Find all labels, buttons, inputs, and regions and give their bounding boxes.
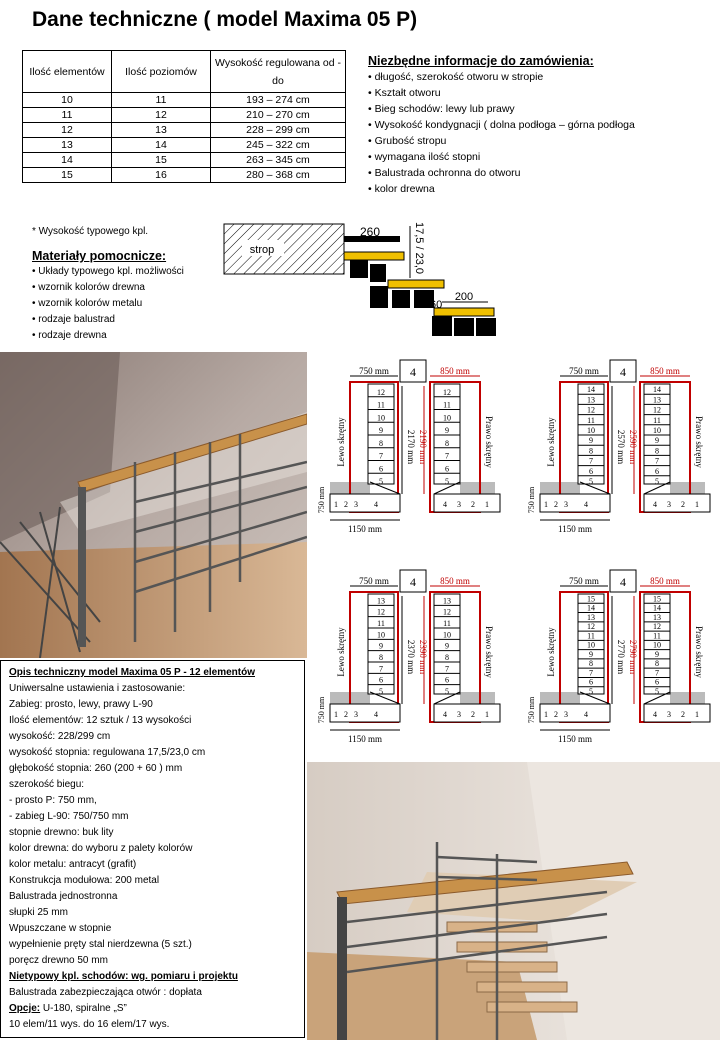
total-width-label: 1150 mm: [558, 524, 592, 534]
step-number: 4: [584, 500, 588, 509]
description-line: stopnie drewno: buk lity: [9, 827, 114, 838]
depth-top-label: 260: [359, 225, 381, 239]
run-left-label: 2770 mm: [616, 639, 626, 675]
spec-cell: 13: [23, 138, 112, 153]
overlap-label: 60: [430, 299, 443, 311]
run-right-label: 2190 mm: [418, 429, 428, 465]
spec-cell: 12: [112, 108, 211, 123]
order-info-heading: Niezbędne informacje do zamówienia:: [368, 54, 594, 68]
depth-bottom-label: 200: [454, 291, 474, 303]
step-number: 12: [587, 622, 595, 632]
order-info-list: [368, 69, 635, 197]
photo-floor: [0, 542, 307, 658]
description-line: wysokość: 228/299 cm: [9, 731, 111, 742]
step-number: 11: [587, 631, 595, 641]
tread-block: [454, 318, 474, 336]
nontypical-text: wg. pomiaru i projektu: [128, 971, 238, 982]
materials-text: wzornik kolorów metalu: [38, 298, 143, 309]
range-line: 10 elem/11 wys. do 16 elem/17 wys.: [9, 1019, 170, 1030]
bullet-icon: •: [368, 71, 375, 83]
photo-post: [78, 487, 86, 647]
step-number: 11: [377, 400, 385, 410]
step-number: 13: [653, 612, 661, 622]
step-number: 9: [445, 426, 449, 435]
winder-area: [330, 494, 400, 512]
tread-bottom: [434, 308, 494, 316]
bullet-icon: •: [368, 87, 375, 99]
step-number: 14: [587, 603, 595, 613]
total-width-label: 1150 mm: [348, 734, 382, 744]
step-number: 8: [445, 653, 449, 662]
step-number: 10: [587, 426, 595, 435]
step-number: 7: [655, 456, 659, 466]
right-width-label: 850 mm: [440, 366, 470, 376]
step-number: 2: [471, 710, 475, 719]
description-line: Uniwersalne ustawienia i zastosowanie:: [9, 683, 186, 694]
order-info-text: Bieg schodów: lewy lub prawy: [374, 103, 515, 115]
bullet-icon: •: [368, 151, 375, 163]
spec-cell: 16: [112, 168, 211, 183]
step-number: 6: [589, 466, 593, 476]
order-info-text: Wysokość kondygnacji ( dolna podłoga – górna podłoga: [374, 119, 635, 131]
step-number: 12: [587, 405, 595, 415]
step-number: 9: [379, 641, 383, 651]
right-turn-label: Prawo skrętny: [484, 626, 494, 678]
bullet-icon: •: [368, 135, 375, 147]
spec-header: Ilość poziomów: [112, 51, 211, 93]
step-number: 6: [379, 464, 383, 474]
step-number: 4: [653, 500, 657, 509]
step-number: 3: [354, 710, 358, 719]
description-line: Zabieg: prosto, lewy, prawy L-90: [9, 699, 153, 710]
order-info-item: [368, 101, 635, 117]
step-number: 1: [334, 500, 338, 509]
step-number: 13: [653, 395, 661, 405]
run-right-label: 2790 mm: [628, 639, 638, 675]
side-height-label: 750 mm: [317, 486, 326, 514]
spec-header: Ilość elementów: [23, 51, 112, 93]
left-turn-label: Lewo skrętny: [546, 627, 556, 677]
description-line: szerokość biegu:: [9, 779, 85, 790]
spec-cell: 14: [112, 138, 211, 153]
right-width-label: 850 mm: [650, 576, 680, 586]
spec-table: [22, 50, 346, 183]
left-turn-label: Lewo skrętny: [336, 417, 346, 467]
materials-text: rodzaje drewna: [38, 330, 107, 341]
step-number: 5: [445, 477, 449, 486]
step-number: 2: [554, 500, 558, 509]
slab-label: strop: [249, 244, 275, 256]
step-number: 10: [653, 426, 661, 435]
description-title: Opis techniczny model Maxima 05 P - 12 elementów: [9, 667, 256, 678]
materials-text: Układy typowego kpl. możliwości: [38, 266, 184, 277]
typical-note: * Wysokość typowego kpl.: [32, 226, 149, 237]
step-number: 6: [655, 677, 659, 687]
step-number: 14: [653, 603, 661, 613]
step-number: 13: [587, 395, 595, 405]
step-number: 4: [374, 710, 378, 719]
winder-area: [540, 704, 610, 722]
step-number: 2: [681, 710, 685, 719]
step-number: 1: [544, 500, 548, 509]
step-number: 11: [653, 631, 661, 641]
stair-plan: [520, 352, 720, 552]
spec-row: [23, 153, 346, 168]
step-number: 4: [374, 500, 378, 509]
spec-cell: 280 – 368 cm: [211, 168, 346, 183]
materials: [32, 248, 184, 344]
left-turn-label: Lewo skrętny: [546, 417, 556, 467]
right-width-label: 850 mm: [650, 366, 680, 376]
step-number: 5: [655, 477, 659, 486]
step-number: 9: [445, 641, 449, 651]
spec-cell: 193 – 274 cm: [211, 93, 346, 108]
step-number: 10: [377, 413, 385, 423]
step-number: 6: [589, 677, 593, 687]
step-number: 11: [377, 619, 385, 628]
tread-block: [432, 316, 452, 336]
step-number: 12: [377, 607, 385, 617]
order-info-item: [368, 149, 635, 165]
step-number: 10: [587, 640, 595, 650]
spec-cell: 11: [112, 93, 211, 108]
tread-block: [476, 318, 496, 336]
step-number: 13: [443, 596, 451, 606]
spec-header: Wysokość regulowana od - do: [211, 51, 346, 93]
order-info-item: [368, 69, 635, 85]
run-right-label: 2390 mm: [418, 639, 428, 675]
balustrade-line: Balustrada zabezpieczająca otwór : dopłata: [9, 987, 202, 998]
order-info-text: kolor drewna: [374, 183, 435, 195]
description-line: kolor drewna: do wyboru z palety kolorów: [9, 843, 193, 854]
step-number: 4: [443, 710, 447, 719]
materials-item: [32, 312, 184, 328]
step-number: 11: [587, 415, 595, 425]
step-number: 8: [589, 446, 593, 456]
step-number: 9: [655, 649, 659, 659]
step-number: 12: [377, 387, 385, 397]
order-info-text: długość, szerokość otworu w stropie: [374, 71, 544, 83]
spec-row: [23, 168, 346, 183]
step-number: 8: [445, 438, 449, 448]
spec-cell: 228 – 299 cm: [211, 123, 346, 138]
step-number: 8: [655, 659, 659, 669]
left-width-label: 750 mm: [569, 366, 599, 376]
step-number: 1: [334, 710, 338, 719]
spec-cell: 245 – 322 cm: [211, 138, 346, 153]
options-text: U-180, spiralne „S”: [40, 1003, 127, 1014]
stair-plan: [310, 352, 510, 552]
bullet-icon: •: [368, 103, 375, 115]
left-width-label: 750 mm: [359, 366, 389, 376]
order-info: [368, 54, 635, 197]
order-info-item: [368, 181, 635, 197]
total-width-label: 1150 mm: [558, 734, 592, 744]
materials-text: wzornik kolorów drewna: [38, 282, 145, 293]
step-number: 7: [379, 451, 383, 461]
step-number: 7: [379, 664, 383, 674]
step-number: 2: [471, 500, 475, 509]
step-number: 9: [379, 426, 383, 435]
step-section-diagram: [220, 218, 510, 348]
winder-area: [540, 494, 610, 512]
step-number: 7: [445, 664, 449, 674]
step-number: 1: [485, 500, 489, 509]
description-line: - prosto P: 750 mm,: [9, 795, 97, 806]
technical-description: [0, 660, 305, 1038]
spec-cell: 14: [23, 153, 112, 168]
step-number: 3: [564, 710, 568, 719]
spec-cell: 11: [23, 108, 112, 123]
run-left-label: 2570 mm: [616, 429, 626, 465]
spec-table-body: [23, 93, 346, 183]
step-number: 6: [445, 675, 449, 685]
right-width-label: 850 mm: [440, 576, 470, 586]
order-info-text: Grubość stropu: [374, 135, 447, 147]
spec-row: [23, 93, 346, 108]
order-info-item: [368, 85, 635, 101]
step-number: 1: [695, 500, 699, 509]
step-number: 12: [653, 405, 661, 415]
step-number: 3: [354, 500, 358, 509]
step-number: 4: [653, 710, 657, 719]
staircase-photo-1: [0, 352, 307, 658]
left-width-label: 750 mm: [359, 576, 389, 586]
order-info-text: Balustrada ochronna do otworu: [374, 167, 521, 179]
bullet-icon: •: [32, 298, 39, 309]
step-number: 9: [655, 436, 659, 446]
step-number: 7: [589, 668, 593, 678]
step-number: 14: [653, 385, 661, 395]
step-number: 4: [584, 710, 588, 719]
left-turn-label: Lewo skrętny: [336, 627, 346, 677]
step-number: 11: [443, 619, 451, 628]
tread-block: [350, 260, 368, 278]
tread-block: [392, 290, 410, 308]
bullet-icon: •: [32, 282, 39, 293]
step-number: 7: [589, 456, 593, 466]
materials-item: [32, 280, 184, 296]
materials-item: [32, 296, 184, 312]
step-number: 8: [379, 653, 383, 662]
step-number: 12: [653, 622, 661, 632]
step-number: 1: [695, 710, 699, 719]
step-number: 2: [344, 710, 348, 719]
step-number: 13: [377, 596, 385, 606]
description-options: [9, 1001, 296, 1017]
tread-top: [344, 252, 404, 260]
description-line: wypełnienie pręty stal nierdzewna (5 szt.): [9, 939, 192, 950]
order-info-item: [368, 117, 635, 133]
run-left-label: 2370 mm: [406, 639, 416, 675]
step-number: 3: [457, 500, 461, 509]
run-left-label: 2170 mm: [406, 429, 416, 465]
spec-cell: 10: [23, 93, 112, 108]
step-number: 10: [653, 640, 661, 650]
description-line: głębokość stopnia: 260 (200 + 60 ) mm: [9, 763, 183, 774]
spec-cell: 15: [23, 168, 112, 183]
step-number: 4: [443, 500, 447, 509]
step-number: 10: [443, 630, 451, 640]
stair-plan: [310, 562, 510, 762]
materials-text: rodzaje balustrad: [38, 314, 115, 325]
order-info-text: Kształt otworu: [374, 87, 441, 99]
bullet-icon: •: [32, 314, 39, 325]
step-number: 8: [589, 659, 593, 669]
step-number: 5: [589, 687, 593, 696]
materials-heading: Materiały pomocnicze:: [32, 249, 167, 263]
description-line: Wpuszczane w stopnie: [9, 923, 112, 934]
staircase-photo-2: [307, 762, 720, 1040]
step-number: 10: [443, 413, 451, 423]
step-number: 1: [485, 710, 489, 719]
step-number: 11: [443, 400, 451, 410]
step-number: 2: [554, 710, 558, 719]
step-number: 12: [443, 387, 451, 397]
step-number: 8: [655, 446, 659, 456]
tread-middle: [388, 280, 444, 288]
step-number: 10: [377, 630, 385, 640]
description-line: Balustrada jednostronna: [9, 891, 118, 902]
description-line: Konstrukcja modułowa: 200 metal: [9, 875, 160, 886]
bullet-icon: •: [32, 266, 39, 277]
nontypical-label: Nietypowy kpl. schodów:: [9, 971, 129, 982]
spec-cell: 210 – 270 cm: [211, 108, 346, 123]
step-number: 2: [344, 500, 348, 509]
materials-list: [32, 264, 184, 344]
right-turn-label: Prawo skrętny: [484, 416, 494, 468]
spec-cell: 12: [23, 123, 112, 138]
step-number: 14: [587, 385, 595, 395]
step-number: 3: [667, 500, 671, 509]
bullet-icon: •: [368, 119, 375, 131]
step-number: 9: [589, 649, 593, 659]
step-number: 1: [544, 710, 548, 719]
description-line: wysokość stopnia: regulowana 17,5/23,0 cm: [9, 747, 206, 758]
right-turn-label: Prawo skrętny: [694, 416, 704, 468]
step-number: 2: [681, 500, 685, 509]
corner-label: 4: [410, 365, 416, 379]
step-number: 8: [379, 438, 383, 448]
side-height-label: 750 mm: [527, 696, 536, 724]
step-number: 5: [379, 477, 383, 486]
step-number: 15: [587, 594, 595, 604]
total-width-label: 1150 mm: [348, 524, 382, 534]
order-info-item: [368, 165, 635, 181]
left-width-label: 750 mm: [569, 576, 599, 586]
step-number: 3: [457, 710, 461, 719]
step-number: 5: [445, 687, 449, 696]
step-number: 9: [589, 436, 593, 446]
step-number: 6: [379, 675, 383, 685]
spec-row: [23, 138, 346, 153]
bullet-icon: •: [368, 167, 375, 179]
description-lines: [9, 681, 296, 969]
description-line: Ilość elementów: 12 sztuk / 13 wysokości: [9, 715, 192, 726]
run-right-label: 2590 mm: [628, 429, 638, 465]
step-number: 7: [445, 451, 449, 461]
description-line: słupki 25 mm: [9, 907, 68, 918]
step-number: 6: [655, 466, 659, 476]
tread-block: [370, 264, 386, 282]
spec-cell: 13: [112, 123, 211, 138]
corner-label: 4: [620, 365, 626, 379]
options-label: Opcje:: [9, 1003, 41, 1014]
description-line: - zabieg L-90: 750/750 mm: [9, 811, 129, 822]
step-number: 5: [655, 687, 659, 696]
step-number: 6: [445, 464, 449, 474]
bullet-icon: •: [32, 330, 39, 341]
spec-row: [23, 123, 346, 138]
step-number: 7: [655, 668, 659, 678]
side-height-label: 750 mm: [317, 696, 326, 724]
step-number: 12: [443, 607, 451, 617]
tread-block: [370, 286, 388, 308]
corner-label: 4: [620, 575, 626, 589]
materials-item: [32, 328, 184, 344]
step-number: 13: [587, 612, 595, 622]
corner-label: 4: [410, 575, 416, 589]
step-height-label: 17,5 / 23,0: [413, 222, 425, 274]
description-nontypical: [9, 969, 296, 985]
spec-cell: 263 – 345 cm: [211, 153, 346, 168]
step-number: 3: [667, 710, 671, 719]
photo-post: [337, 897, 347, 1040]
step-number: 5: [379, 687, 383, 696]
bullet-icon: •: [368, 183, 375, 195]
page-title: Dane techniczne ( model Maxima 05 P): [32, 8, 418, 31]
side-height-label: 750 mm: [527, 486, 536, 514]
right-turn-label: Prawo skrętny: [694, 626, 704, 678]
winder-area: [330, 704, 400, 722]
description-line: kolor metalu: antracyt (grafit): [9, 859, 137, 870]
spec-row: [23, 108, 346, 123]
order-info-item: [368, 133, 635, 149]
order-info-text: wymagana ilość stopni: [374, 151, 481, 163]
step-number: 5: [589, 477, 593, 486]
stair-plan: [520, 562, 720, 762]
step-number: 3: [564, 500, 568, 509]
step-number: 15: [653, 594, 661, 604]
step-number: 11: [653, 415, 661, 425]
spec-cell: 15: [112, 153, 211, 168]
description-line: poręcz drewno 50 mm: [9, 955, 108, 966]
materials-item: [32, 264, 184, 280]
